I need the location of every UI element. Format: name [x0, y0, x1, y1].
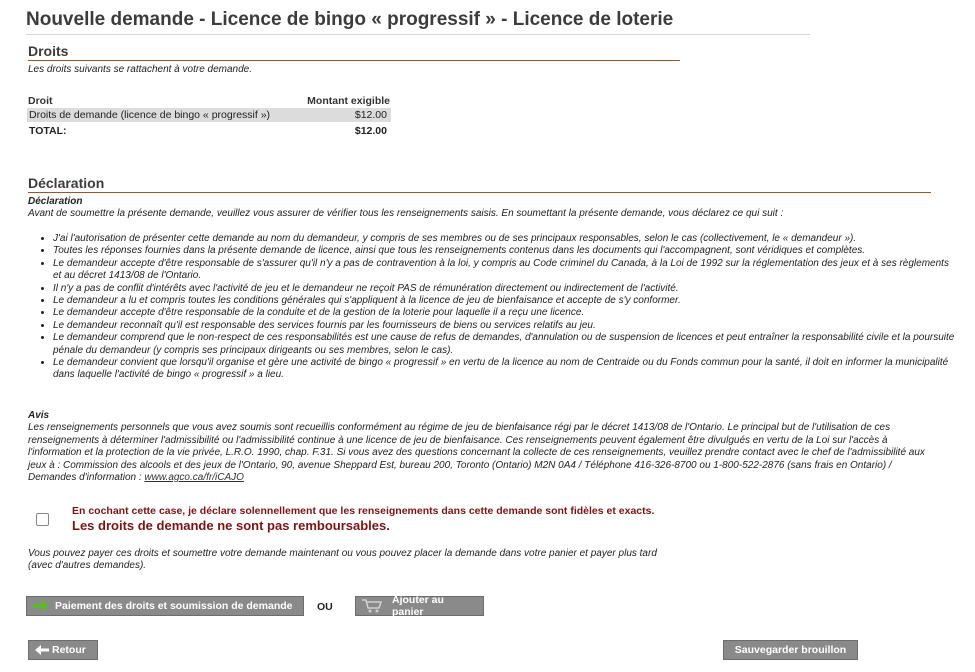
- non-refundable-notice: Les droits de demande ne sont pas remboursables.: [72, 518, 390, 533]
- total-row: [27, 122, 391, 138]
- list-item: • J'ai l'autorisation de présenter cette demande au nom du demandeur, y compris de ses membres ou de ses principaux responsables, selon le cas (collectivement, le « demandeur »).: [53, 233, 958, 245]
- arrow-left-icon: [35, 645, 49, 655]
- amount-column-header: Montant exigible: [307, 95, 390, 107]
- fees-heading: Droits: [28, 43, 680, 61]
- list-item: • Toutes les réponses fournies dans la présente demande de licence, ainsi que tous les renseignements contenus dans les documents qui l'accompagnent, sont véridiques et complètes.: [53, 245, 958, 257]
- save-draft-button[interactable]: [723, 640, 858, 660]
- pay-button-label: Paiement des droits et soumission de demande: [55, 600, 293, 612]
- declaration-subheading: Déclaration: [28, 196, 83, 207]
- list-item: • Le demandeur convient que lorsqu'il organise et gère une activité de bingo « progressif » en vertu de la licence au nom de Centraide ou du Fonds commun pour la santé, il doit en informer la municipalité dans laquelle l'activité de bingo « progressif » a lieu.: [53, 357, 958, 382]
- fee-column-header: Droit: [28, 95, 53, 107]
- or-separator: OU: [317, 601, 333, 613]
- privacy-notice: [28, 410, 933, 484]
- fees-table: [27, 94, 391, 138]
- cart-button-label: Ajouter au panier: [392, 594, 444, 618]
- table-row: [27, 108, 391, 122]
- total-label: TOTAL:: [29, 125, 67, 137]
- attestation-label: En cochant cette case, je déclare solennellement que les renseignements dans cette demande sont fidèles et exacts.: [72, 505, 655, 517]
- arrow-right-icon: [33, 600, 49, 612]
- list-item: • Le demandeur accepte d'être responsable de s'assurer qu'il n'y a pas de contravention à la loi, y compris au Code criminel du Canada, à la Loi de 1992 sur la réglementation des jeux et à ses règlements et au décret 1413/08 de l'Ontario.: [53, 258, 958, 283]
- payment-info-text: Vous pouvez payer ces droits et soumettre votre demande maintenant ou vous pouvez placer la demande dans votre panier et payer plus tard (avec d'autres demandes).: [28, 548, 657, 572]
- list-item: • Le demandeur reconnaît qu'il est responsable des services fournis par les fournisseurs de biens ou services relatifs au jeu.: [53, 320, 958, 332]
- attestation-checkbox[interactable]: [36, 513, 49, 526]
- list-item: • Il n'y a pas de conflit d'intérêts avec l'activité de jeu et le demandeur ne reçoit PAS de rémunération directement ou indirectement de l'activité.: [53, 283, 958, 295]
- pay-and-submit-button[interactable]: [26, 596, 304, 616]
- back-button-label: Retour: [52, 644, 86, 656]
- add-to-cart-button[interactable]: [355, 596, 484, 616]
- total-amount: $12.00: [354, 125, 387, 137]
- notice-heading: Avis: [28, 410, 50, 421]
- shopping-cart-icon: [362, 599, 382, 613]
- list-item: • Le demandeur a lu et compris toutes les conditions générales qui s'appliquent à la licence de jeu de bienfaisance et accepte de s'y conformer.: [53, 295, 958, 307]
- fee-label: Droits de demande (licence de bingo « progressif »): [27, 108, 281, 122]
- fee-amount: $12.00: [281, 108, 391, 122]
- declaration-list: [28, 233, 958, 382]
- agco-link[interactable]: www.agco.ca/fr/iCAJO: [144, 472, 244, 484]
- save-draft-label: Sauvegarder brouillon: [734, 644, 847, 656]
- list-item: • Le demandeur comprend que le non-respect de ces responsabilités est une cause de refus de demandes, d'annulation ou de suspension de licences et peut entraîner la responsabilité civile et la poursuite pénale du demandeur (y compris ses principaux dirigeants ou ses membres, selon le cas).: [53, 332, 958, 357]
- fees-intro: Les droits suivants se rattachent à votre demande.: [28, 64, 253, 75]
- declaration-intro: Avant de soumettre la présente demande, veuillez vous assurer de vérifier tous les renseignements saisis. En soumettant la présente demande, vous déclarez ce qui suit :: [28, 208, 784, 219]
- list-item: • Le demandeur accepte d'être responsable de la conduite et de la gestion de la loterie pour laquelle il a reçu une licence.: [53, 307, 958, 319]
- notice-text: Les renseignements personnels que vous avez soumis sont recueillis conformément au régime de jeu de bienfaisance régi par le décret 1413/08 de l'Ontario. Le principal but de l'utilisation de ces renseignements à déterminer l'admissibilité ou l'admissibilité continue à une licence de jeu de bienfaisance. Ces renseignements peuvent également être divulgués en vertu de la Loi sur l'accès à l'information et la protection de la vie privée, L.R.O. 1990, chap. F.31. Si vous avez des questions concernant la collecte de ces renseignements, veuillez prendre contact avec le chef de l'admissibilité aux jeux à : Commission des alcools et des jeux de l'Ontario, 90, avenue Sheppard Est, bureau 200, Toronto (Ontario) M2N 0A4 / Téléphone 416-326-8700 ou 1-800-522-2876 (sans frais en Ontario) / Demandes d'information :: [28, 422, 925, 484]
- declaration-heading: Déclaration: [28, 175, 931, 193]
- back-button[interactable]: [28, 640, 98, 660]
- page-title: Nouvelle demande - Licence de bingo « progressif » - Licence de loterie: [26, 9, 810, 35]
